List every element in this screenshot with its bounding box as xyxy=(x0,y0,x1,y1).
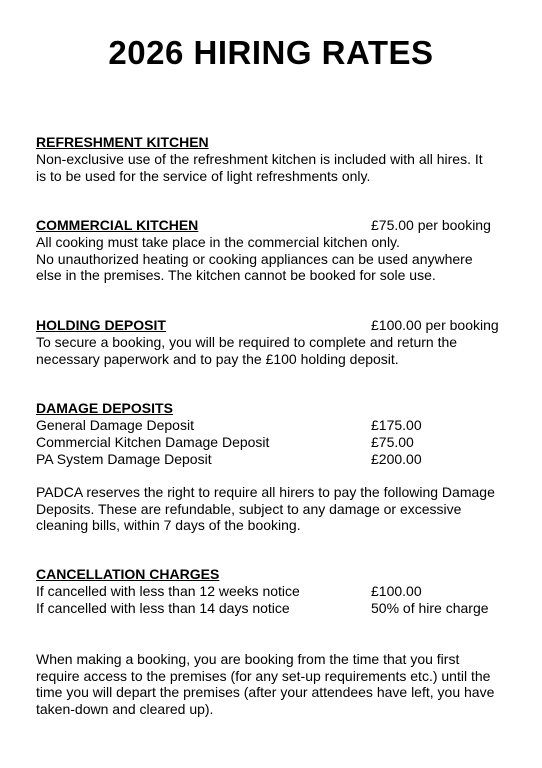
cancellation-charge-row xyxy=(36,600,516,617)
damage-deposit-label: General Damage Deposit xyxy=(36,417,194,433)
damage-deposits-note xyxy=(36,484,516,534)
page-title: 2026 HIRING RATES xyxy=(108,34,434,71)
damage-deposit-value: £175.00 xyxy=(371,417,422,433)
cancellation-charges-heading: CANCELLATION CHARGES xyxy=(36,566,220,582)
damage-deposits-section xyxy=(36,400,516,468)
booking-note-line: taken-down and cleared up). xyxy=(36,700,214,717)
damage-deposit-label: PA System Damage Deposit xyxy=(36,451,212,467)
cancellation-charges-section xyxy=(36,566,516,617)
damage-deposits-note-line: PADCA reserves the right to require all hirers to pay the following Damage xyxy=(36,484,495,500)
damage-deposit-row xyxy=(36,434,516,451)
damage-deposits-heading: DAMAGE DEPOSITS xyxy=(36,400,173,416)
booking-note xyxy=(36,651,516,717)
holding-deposit-heading: HOLDING DEPOSIT xyxy=(36,317,166,333)
damage-deposit-value: £75.00 xyxy=(371,434,414,450)
holding-deposit-price: £100.00 per booking xyxy=(371,317,499,333)
cancellation-charge-value: 50% of hire charge xyxy=(371,600,489,616)
damage-deposit-row xyxy=(36,451,516,468)
refreshment-kitchen-section xyxy=(36,134,516,184)
damage-deposit-label: Commercial Kitchen Damage Deposit xyxy=(36,434,270,450)
booking-note-line: When making a booking, you are booking from the time that you first xyxy=(36,651,460,667)
commercial-kitchen-heading: COMMERCIAL KITCHEN xyxy=(36,217,199,233)
commercial-kitchen-price: £75.00 per booking xyxy=(371,217,491,233)
damage-deposit-row xyxy=(36,417,516,434)
holding-deposit-text-line: necessary paperwork and to pay the £100 holding deposit. xyxy=(36,350,399,367)
refreshment-kitchen-text-line: is to be used for the service of light refreshments only. xyxy=(36,167,371,184)
cancellation-charge-label: If cancelled with less than 12 weeks notice xyxy=(36,583,300,599)
booking-note-line: require access to the premises (for any set-up requirements etc.) until the xyxy=(36,667,491,684)
damage-deposits-note-line: cleaning bills, within 7 days of the booking. xyxy=(36,517,301,533)
commercial-kitchen-text-line: else in the premises. The kitchen cannot be booked for sole use. xyxy=(36,267,436,283)
refreshment-kitchen-heading: REFRESHMENT KITCHEN xyxy=(36,134,209,150)
holding-deposit-text-line: To secure a booking, you will be required to complete and return the xyxy=(36,334,458,350)
damage-deposits-note-line: Deposits. These are refundable, subject to any damage or excessive xyxy=(36,500,462,517)
refreshment-kitchen-text-line: Non-exclusive use of the refreshment kitchen is included with all hires. It xyxy=(36,151,483,167)
cancellation-charge-label: If cancelled with less than 14 days notice xyxy=(36,600,290,616)
cancellation-charge-row xyxy=(36,583,516,600)
commercial-kitchen-section xyxy=(36,217,516,284)
holding-deposit-section xyxy=(36,317,516,367)
booking-note-line: time you will depart the premises (after your attendees have left, you have xyxy=(36,684,495,700)
damage-deposit-value: £200.00 xyxy=(371,451,422,467)
commercial-kitchen-text-line: No unauthorized heating or cooking appliances can be used anywhere xyxy=(36,250,473,267)
commercial-kitchen-text-line: All cooking must take place in the commercial kitchen only. xyxy=(36,234,400,250)
cancellation-charge-value: £100.00 xyxy=(371,583,422,599)
